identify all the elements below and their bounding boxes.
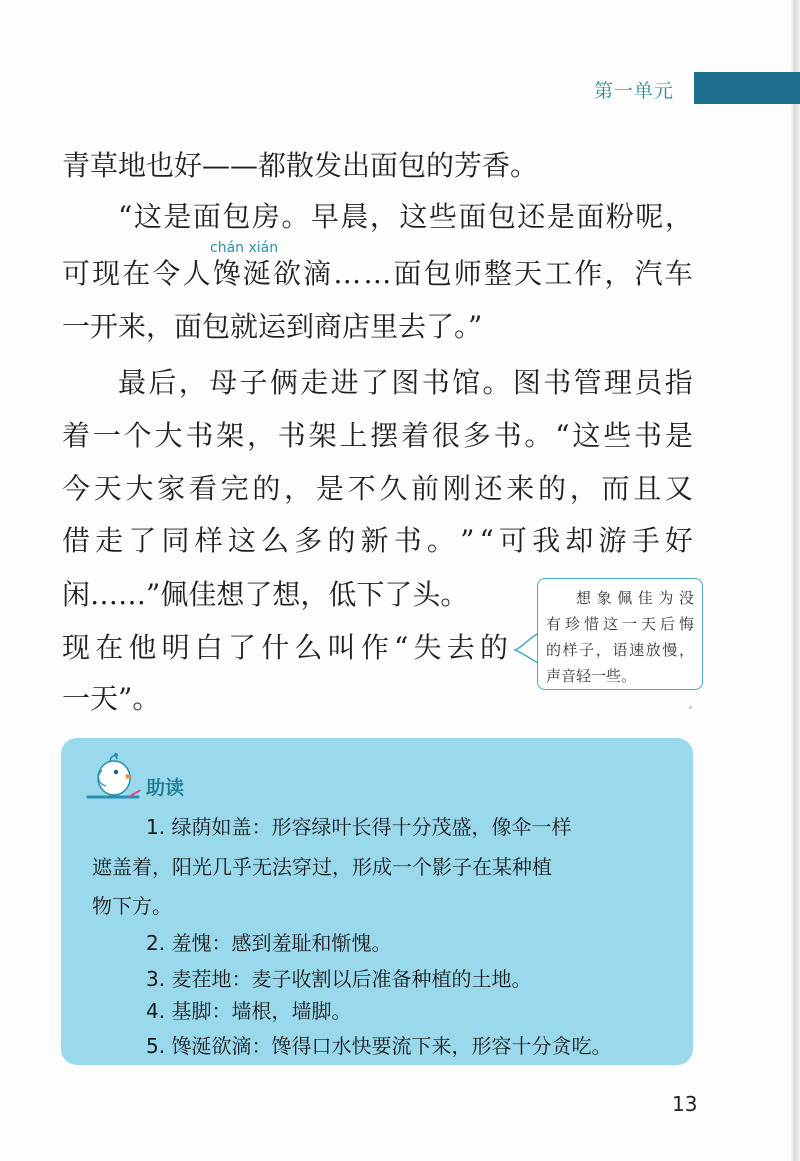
pinyin-annotation: chán xián (210, 240, 279, 256)
help-line: 3. 麦茬地：麦子收割以后准备种植的土地。 (146, 967, 532, 991)
body-line: 着 一 个 大 书 架 ， 书 架 上 摆 着 很 多 书 。 “ 这 些 书 是 (62, 419, 693, 452)
help-line: 物下方。 (92, 894, 172, 918)
unit-color-bar (694, 72, 800, 104)
body-line: 一开来，面包就运到商店里去了。” (62, 310, 483, 343)
help-line: 遮盖着，阳光几乎无法穿过，形成一个影子在某种植 (92, 855, 552, 879)
body-line: 可 现 在 令 人 馋 涎 欲 滴 … … 面 包 师 整 天 工 作 ， 汽 车 (62, 257, 693, 290)
help-line: 2. 羞愧：感到羞耻和惭愧。 (146, 931, 392, 955)
body-line: 现 在 他 明 白 了 什 么 叫 作 “ 失 去 的 (62, 631, 508, 664)
reading-tip-line: 的样子，语速放慢， (546, 641, 694, 659)
reading-tip-line: 想象佩佳为没 (576, 589, 694, 607)
reading-tip-line: 有珍惜这一天后悔 (546, 615, 694, 633)
help-title: 助读 (146, 777, 185, 799)
body-line: “ 这 是 面 包 房 。 早 晨 ， 这 些 面 包 还 是 面 粉 呢 ， (118, 200, 693, 233)
help-line: 4. 基脚：墙根，墙脚。 (146, 999, 352, 1023)
page-number: 13 (672, 1092, 698, 1116)
page-edge-shadow (790, 0, 800, 1161)
body-line: 今 天 大 家 看 完 的 ， 是 不 久 前 刚 还 来 的 ， 而 且 又 (62, 472, 693, 505)
body-line: 闲……”佩佳想了想，低下了头。 (62, 578, 469, 611)
help-line: 1. 绿荫如盖：形容绿叶长得十分茂盛，像伞一样 (146, 815, 572, 839)
body-line: 最 后 ， 母 子 俩 走 进 了 图 书 馆 。 图 书 管 理 员 指 (118, 366, 693, 399)
reading-tip-bubble (537, 578, 703, 690)
reading-tip-line: 声音轻一些。 (546, 667, 637, 685)
print-speck (689, 706, 692, 709)
body-line: 青草地也好——都散发出面包的芳香。 (62, 149, 539, 182)
body-line: 借 走 了 同 样 这 么 多 的 新 书 。 ” “ 可 我 却 游 手 好 (62, 524, 693, 557)
reading-tip-text (546, 585, 694, 689)
help-line: 5. 馋涎欲滴：馋得口水快要流下来，形容十分贪吃。 (146, 1034, 612, 1058)
unit-title: 第一单元 (594, 80, 675, 102)
body-line: 一天”。 (62, 682, 161, 715)
bird-icon (80, 750, 146, 810)
